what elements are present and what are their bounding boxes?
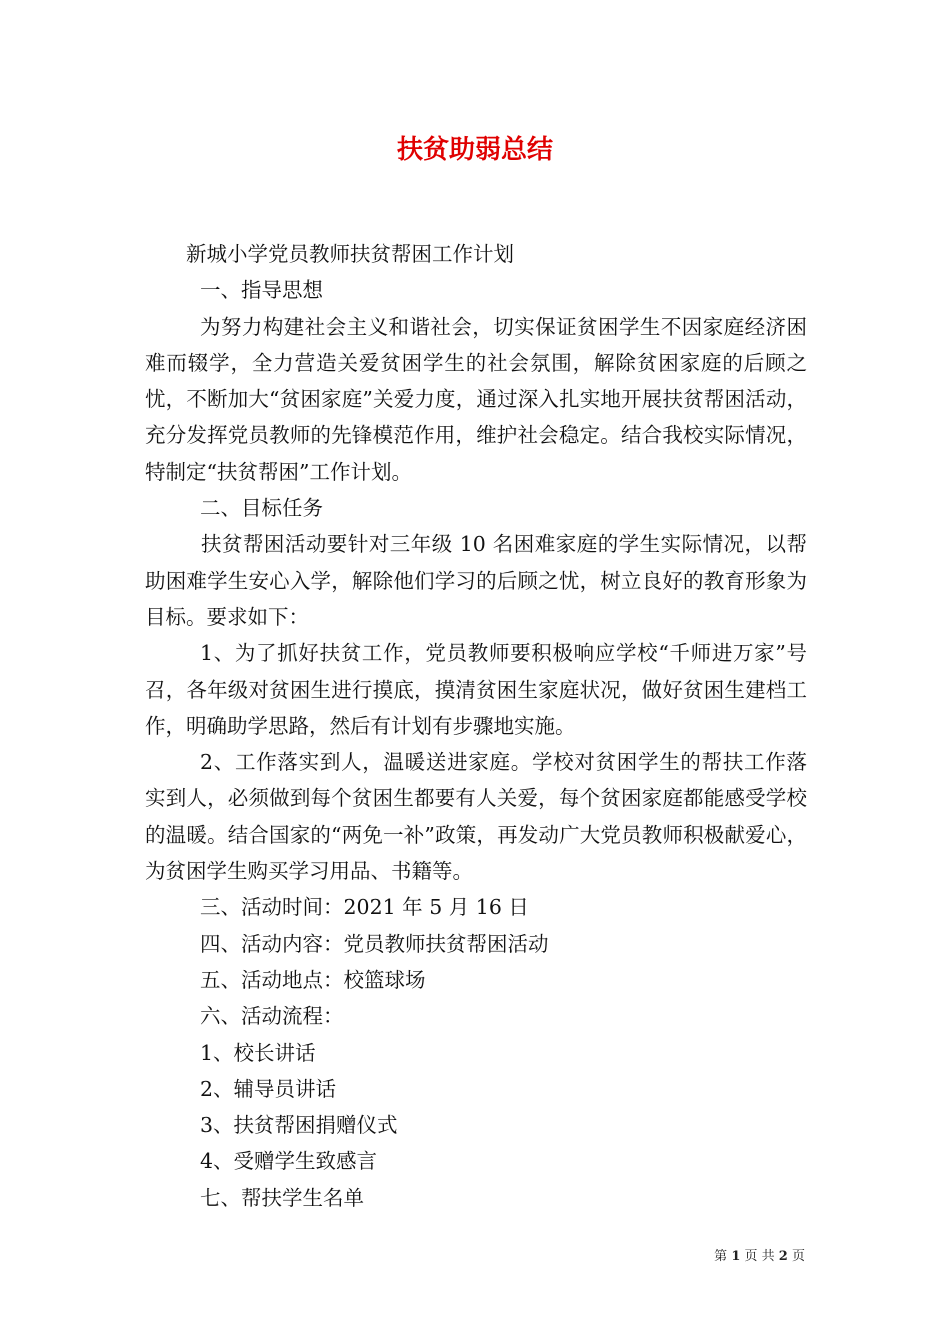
footer-current-page: 1 (731, 1249, 741, 1264)
process-step-1: 1、校长讲话 (200, 1040, 316, 1065)
document-body (145, 236, 807, 1216)
process-step-2: 2、辅导员讲话 (200, 1076, 337, 1101)
section-heading-goals: 二、目标任务 (200, 496, 323, 521)
page-number-footer (714, 1248, 805, 1266)
footer-total-pages: 2 (778, 1249, 788, 1264)
paragraph-goals: 扶贫帮困活动要针对三年级 10 名困难家庭的学生实际情况，以帮助困难学生安心入学，解除他们学习的后顾之忧，树立良好的教育形象为目标。要求如下： (145, 532, 807, 629)
activity-location: 五、活动地点：校篮球场 (200, 967, 426, 992)
list-item-requirement-1: 1、为了抓好扶贫工作，党员教师要积极响应学校“千师进万家”号召，各年级对贫困生进行摸底，摸清贫困生家庭状况，做好贫困生建档工作，明确助学思路，然后有计划有步骤地实施。 (145, 641, 807, 738)
activity-process-heading: 六、活动流程： (200, 1004, 344, 1029)
plan-heading: 新城小学党员教师扶贫帮困工作计划 (186, 242, 514, 266)
list-item-requirement-2: 2、工作落实到人，温暖送进家庭。学校对贫困学生的帮扶工作落实到人，必须做到每个贫困生都要有人关爱，每个贫困家庭都能感受学校的温暖。结合国家的“两免一补”政策，再发动广大党员教师积极献爱心，为贫困学生购买学习用品、书籍等。 (145, 750, 807, 884)
process-step-3: 3、扶贫帮困捐赠仪式 (200, 1113, 398, 1138)
paragraph-guiding-ideology: 为努力构建社会主义和谐社会，切实保证贫困学生不因家庭经济困难而辍学，全力营造关爱贫困学生的社会氛围，解除贫困家庭的后顾之忧，不断加大“贫困家庭”关爱力度，通过深入扎实地开展扶贫帮困活动，充分发挥党员教师的先锋模范作用，维护社会稳定。结合我校实际情况，特制定“扶贫帮困”工作计划。 (145, 314, 807, 484)
footer-suffix: 页 (791, 1249, 805, 1264)
student-list-heading: 七、帮扶学生名单 (200, 1185, 364, 1210)
activity-content: 四、活动内容：党员教师扶贫帮困活动 (200, 931, 549, 956)
footer-prefix: 第 (714, 1249, 728, 1264)
activity-time: 三、活动时间：2021 年 5 月 16 日 (200, 895, 529, 920)
process-step-4: 4、受赠学生致感言 (200, 1149, 378, 1174)
section-heading-guiding-ideology: 一、指导思想 (200, 278, 323, 303)
document-title: 扶贫助弱总结 (396, 135, 553, 165)
footer-middle: 页 共 (744, 1249, 775, 1264)
